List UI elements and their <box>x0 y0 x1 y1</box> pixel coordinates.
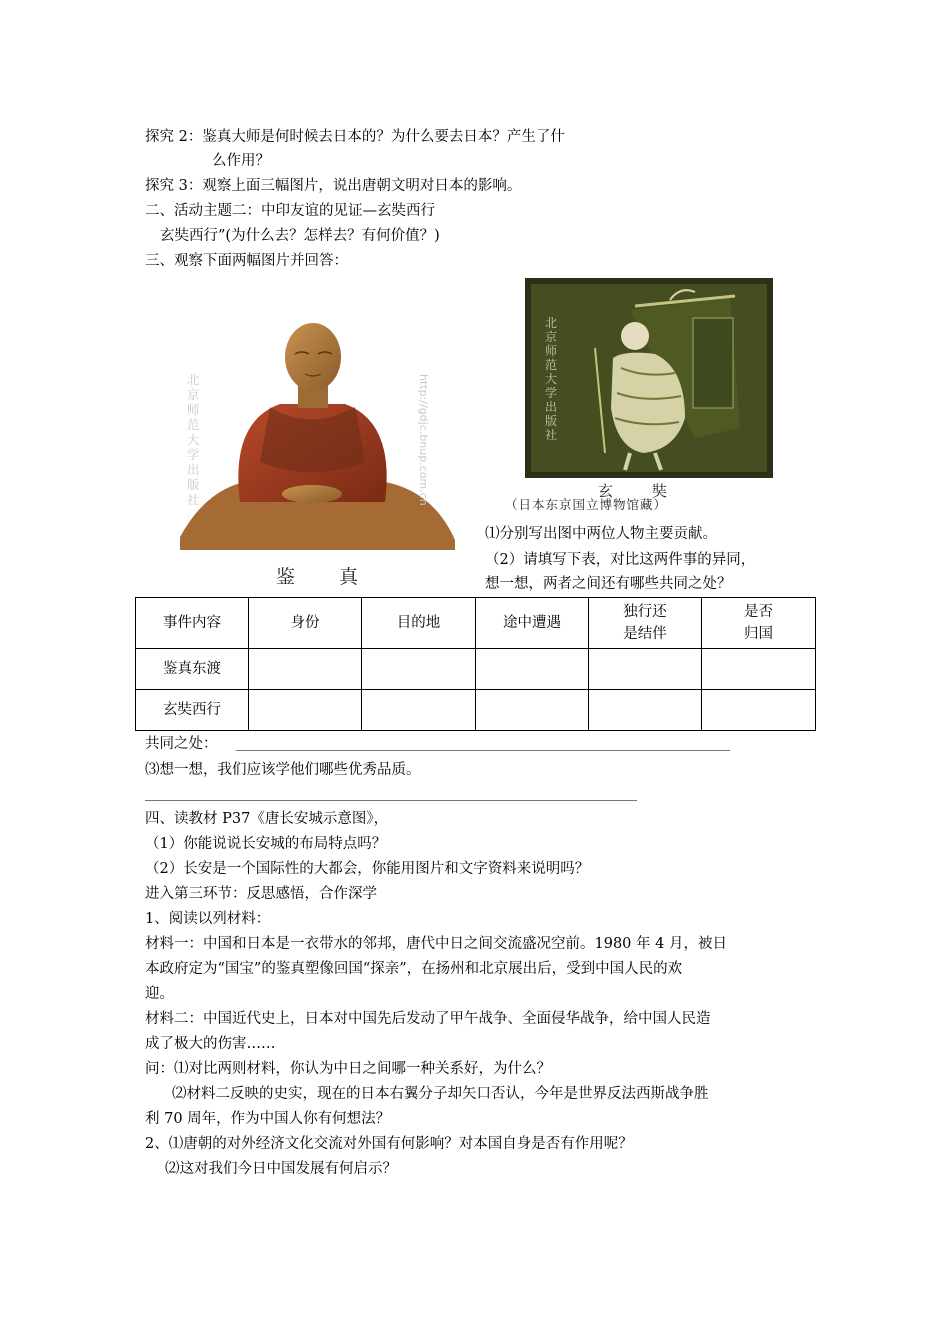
publisher-watermark-right: 北京师范大学出版社 <box>545 316 558 442</box>
question-3: ⑶想一想，我们应该学他们哪些优秀品质。 <box>145 762 421 778</box>
header-journey: 途中遭遇 <box>476 598 589 649</box>
inquiry-2-cont: 么作用？ <box>212 153 270 169</box>
material-2-line-2: 成了极大的伤害…… <box>145 1036 276 1052</box>
table-cell[interactable] <box>702 690 816 731</box>
xuanzang-caption: 玄 奘 <box>598 482 671 500</box>
stage-3-heading: 进入第三环节：反思感悟，合作深学 <box>145 886 377 902</box>
activity-theme-2: 二、活动主题二：中印友谊的见证—玄奘西行 <box>145 203 435 219</box>
reading-instruction: 1、阅读以列材料： <box>145 911 271 927</box>
ask-question-2-line-1: ⑵材料二反映的史实，现在的日本右翼分子却矢口否认，今年是世界反法西斯战争胜 <box>172 1086 709 1102</box>
table-cell[interactable] <box>589 649 702 690</box>
exchange-question-1: 2、⑴唐朝的对外经济文化交流对外国有何影响？对本国自身是否有作用呢？ <box>145 1136 633 1152</box>
publisher-watermark: 北京师范大学出版社 <box>187 372 200 507</box>
row-label-jianzhen: 鉴真东渡 <box>136 649 249 690</box>
inquiry-2: 探究 2：鉴真大师是何时候去日本的？为什么要去日本？产生了什 <box>145 129 565 145</box>
table-cell[interactable] <box>476 649 589 690</box>
header-identity: 身份 <box>249 598 362 649</box>
jianzhen-caption: 鉴 真 <box>276 566 361 588</box>
inquiry-3: 探究 3：观察上面三幅图片，说出唐朝文明对日本的影响。 <box>145 178 522 194</box>
table-cell[interactable] <box>362 690 476 731</box>
material-1-line-3: 迎。 <box>145 986 174 1002</box>
xuanzang-subcaption: （日本东京国立博物馆藏） <box>505 497 668 512</box>
url-watermark: http://gdjc.bnup.com.cn <box>417 374 430 506</box>
question-3-answer-line[interactable] <box>145 800 637 801</box>
common-points-answer-line[interactable] <box>236 750 730 751</box>
section-3-heading: 三、观察下面两幅图片并回答： <box>145 253 348 269</box>
header-alone-or-company: 独行还 是结伴 <box>589 598 702 649</box>
xuanzang-questions: 玄奘西行”(为什么去？怎样去？有何价值？) <box>160 228 440 244</box>
ask-question-1: 问：⑴对比两则材料，你认为中日之间哪一种关系好，为什么？ <box>145 1061 551 1077</box>
row-label-xuanzang: 玄奘西行 <box>136 690 249 731</box>
ask-question-2-line-2: 利 70 周年，作为中国人你有何想法？ <box>145 1111 391 1127</box>
xuanzang-painting-image <box>525 278 773 478</box>
section-4-question-2: （2）长安是一个国际性的大都会，你能用图片和文字资料来说明吗？ <box>145 861 590 877</box>
table-cell[interactable] <box>249 649 362 690</box>
header-returned: 是否 归国 <box>702 598 816 649</box>
table-row <box>136 649 816 690</box>
table-cell[interactable] <box>362 649 476 690</box>
table-header-row <box>136 598 816 649</box>
material-2-line-1: 材料二：中国近代史上，日本对中国先后发动了甲午战争、全面侵华战争，给中国人民造 <box>145 1011 711 1027</box>
header-destination: 目的地 <box>362 598 476 649</box>
common-points-label: 共同之处： <box>145 736 218 752</box>
section-4-heading: 四、读教材 P37《唐长安城示意图》， <box>145 811 389 827</box>
question-2-line-1: （2）请填写下表，对比这两件事的异同， <box>485 552 756 568</box>
table-cell[interactable] <box>249 690 362 731</box>
section-4-question-1: （1）你能说说长安城的布局特点吗？ <box>145 836 387 852</box>
jianzhen-figure <box>170 312 460 562</box>
question-2-line-2: 想一想，两者之间还有哪些共同之处？ <box>485 576 732 592</box>
comparison-table <box>135 597 816 731</box>
question-1: ⑴分别写出图中两位人物主要贡献。 <box>485 526 717 542</box>
table-row <box>136 690 816 731</box>
table-cell[interactable] <box>589 690 702 731</box>
xuanzang-figure <box>525 278 773 478</box>
material-1-line-1: 材料一：中国和日本是一衣带水的邻邦，唐代中日之间交流盛况空前。1980 年 4 月，被日 <box>145 936 727 952</box>
header-event: 事件内容 <box>136 598 249 649</box>
material-1-line-2: 本政府定为“国宝”的鉴真塑像回国“探亲”，在扬州和北京展出后，受到中国人民的欢 <box>145 961 683 977</box>
table-cell[interactable] <box>476 690 589 731</box>
table-cell[interactable] <box>702 649 816 690</box>
exchange-question-2: ⑵这对我们今日中国发展有何启示？ <box>165 1161 397 1177</box>
